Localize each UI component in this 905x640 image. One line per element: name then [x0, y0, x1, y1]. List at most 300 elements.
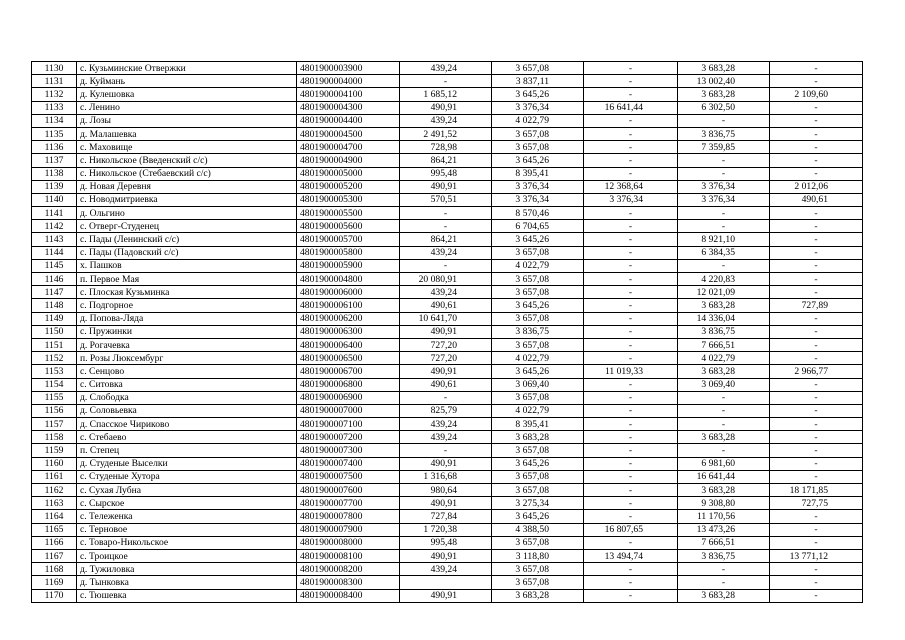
value-5-cell: -	[770, 75, 863, 88]
value-2-cell: 3 275,34	[492, 497, 584, 510]
value-5-cell: -	[770, 325, 863, 338]
settlement-name-cell: д. Ольгино	[77, 207, 297, 220]
oktmo-code-cell: 4801900004800	[297, 273, 400, 286]
value-3-cell: -	[584, 286, 678, 299]
value-5-cell: -	[770, 536, 863, 549]
oktmo-code-cell: 4801900006300	[297, 325, 400, 338]
value-5-cell: 18 171,85	[770, 484, 863, 497]
value-1-cell: 490,91	[400, 101, 492, 114]
settlement-name-cell: д. Лозы	[77, 114, 297, 127]
value-2-cell: 3 657,08	[492, 62, 584, 75]
value-5-cell: -	[770, 523, 863, 536]
row-number-cell: 1161	[32, 470, 77, 483]
value-2-cell: 3 657,08	[492, 127, 584, 140]
settlement-name-cell: х. Пашков	[77, 259, 297, 272]
value-5-cell: -	[770, 220, 863, 233]
settlement-name-cell: с. Сухая Лубна	[77, 484, 297, 497]
value-1-cell: 727,84	[400, 510, 492, 523]
row-number-cell: 1131	[32, 75, 77, 88]
value-5-cell: -	[770, 286, 863, 299]
row-number-cell: 1162	[32, 484, 77, 497]
value-3-cell: -	[584, 510, 678, 523]
value-2-cell: 4 022,79	[492, 114, 584, 127]
value-5-cell: -	[770, 352, 863, 365]
oktmo-code-cell: 4801900004700	[297, 141, 400, 154]
row-number-cell: 1135	[32, 127, 77, 140]
value-3-cell: 13 494,74	[584, 549, 678, 562]
value-2-cell: 8 570,46	[492, 207, 584, 220]
value-1-cell	[400, 576, 492, 589]
settlement-name-cell: д. Слободка	[77, 391, 297, 404]
oktmo-code-cell: 4801900007800	[297, 510, 400, 523]
value-1-cell: 727,20	[400, 338, 492, 351]
value-1-cell: 1 316,68	[400, 470, 492, 483]
value-3-cell: -	[584, 338, 678, 351]
settlement-name-cell: с. Пружинки	[77, 325, 297, 338]
value-4-cell: 7 666,51	[678, 338, 770, 351]
value-1-cell: 490,91	[400, 497, 492, 510]
table-row	[32, 523, 863, 536]
row-number-cell: 1151	[32, 338, 77, 351]
value-5-cell: -	[770, 246, 863, 259]
value-2-cell: 3 657,08	[492, 576, 584, 589]
value-3-cell: -	[584, 352, 678, 365]
table-row	[32, 259, 863, 272]
table-row	[32, 154, 863, 167]
settlement-name-cell: п. Первое Мая	[77, 273, 297, 286]
value-1-cell: 439,24	[400, 114, 492, 127]
value-1-cell: -	[400, 444, 492, 457]
row-number-cell: 1147	[32, 286, 77, 299]
table-row	[32, 312, 863, 325]
oktmo-code-cell: 4801900008300	[297, 576, 400, 589]
value-5-cell: -	[770, 563, 863, 576]
settlement-name-cell: д. Попова-Ляда	[77, 312, 297, 325]
value-1-cell: 20 080,91	[400, 273, 492, 286]
value-1-cell: 728,98	[400, 141, 492, 154]
value-3-cell: -	[584, 457, 678, 470]
value-4-cell: 3 376,34	[678, 193, 770, 206]
value-5-cell: -	[770, 404, 863, 417]
settlement-name-cell: с. Пады (Падовский с/с)	[77, 246, 297, 259]
row-number-cell: 1143	[32, 233, 77, 246]
settlement-name-cell: с. Новодмитриевка	[77, 193, 297, 206]
value-2-cell: 6 704,65	[492, 220, 584, 233]
value-4-cell: 4 220,83	[678, 273, 770, 286]
value-2-cell: 3 645,26	[492, 365, 584, 378]
value-4-cell: -	[678, 207, 770, 220]
value-2-cell: 3 069,40	[492, 378, 584, 391]
table-row	[32, 536, 863, 549]
value-2-cell: 4 022,79	[492, 259, 584, 272]
value-2-cell: 3 837,11	[492, 75, 584, 88]
value-3-cell: -	[584, 563, 678, 576]
settlement-name-cell: с. Ленино	[77, 101, 297, 114]
table-row	[32, 286, 863, 299]
oktmo-code-cell: 4801900007300	[297, 444, 400, 457]
row-number-cell: 1144	[32, 246, 77, 259]
value-1-cell: -	[400, 220, 492, 233]
value-4-cell: -	[678, 114, 770, 127]
value-1-cell: 439,24	[400, 246, 492, 259]
table-row	[32, 563, 863, 576]
value-2-cell: 3 376,34	[492, 193, 584, 206]
table-body	[32, 62, 863, 603]
value-4-cell: -	[678, 404, 770, 417]
table-row	[32, 233, 863, 246]
value-5-cell: -	[770, 589, 863, 602]
value-4-cell: -	[678, 418, 770, 431]
value-5-cell: -	[770, 378, 863, 391]
value-5-cell: -	[770, 141, 863, 154]
row-number-cell: 1138	[32, 167, 77, 180]
settlement-name-cell: с. Студеные Хутора	[77, 470, 297, 483]
value-2-cell: 3 657,08	[492, 338, 584, 351]
table-row	[32, 180, 863, 193]
value-4-cell: 3 683,28	[678, 484, 770, 497]
settlement-name-cell: д. Спасское Чириково	[77, 418, 297, 431]
row-number-cell: 1164	[32, 510, 77, 523]
oktmo-code-cell: 4801900007500	[297, 470, 400, 483]
oktmo-code-cell: 4801900007400	[297, 457, 400, 470]
oktmo-code-cell: 4801900004400	[297, 114, 400, 127]
value-3-cell: -	[584, 312, 678, 325]
oktmo-code-cell: 4801900003900	[297, 62, 400, 75]
value-1-cell: 439,24	[400, 286, 492, 299]
oktmo-code-cell: 4801900005500	[297, 207, 400, 220]
value-3-cell: -	[584, 391, 678, 404]
value-3-cell: -	[584, 114, 678, 127]
value-5-cell: -	[770, 259, 863, 272]
row-number-cell: 1163	[32, 497, 77, 510]
value-5-cell: -	[770, 510, 863, 523]
settlement-name-cell: с. Тележенка	[77, 510, 297, 523]
value-1-cell: 490,61	[400, 299, 492, 312]
value-3-cell: -	[584, 141, 678, 154]
row-number-cell: 1166	[32, 536, 77, 549]
value-5-cell: 727,75	[770, 497, 863, 510]
value-3-cell: 16 807,65	[584, 523, 678, 536]
table-row	[32, 207, 863, 220]
table-row	[32, 365, 863, 378]
row-number-cell: 1168	[32, 563, 77, 576]
value-3-cell: -	[584, 167, 678, 180]
value-3-cell: -	[584, 273, 678, 286]
row-number-cell: 1155	[32, 391, 77, 404]
value-3-cell: -	[584, 127, 678, 140]
row-number-cell: 1134	[32, 114, 77, 127]
row-number-cell: 1152	[32, 352, 77, 365]
table-row	[32, 299, 863, 312]
oktmo-code-cell: 4801900008100	[297, 549, 400, 562]
value-4-cell: 3 069,40	[678, 378, 770, 391]
oktmo-code-cell: 4801900008000	[297, 536, 400, 549]
value-1-cell: 1 685,12	[400, 88, 492, 101]
settlement-name-cell: с. Троицкое	[77, 549, 297, 562]
value-1-cell: 439,24	[400, 62, 492, 75]
value-3-cell: 11 019,33	[584, 365, 678, 378]
oktmo-code-cell: 4801900007100	[297, 418, 400, 431]
value-2-cell: 3 645,26	[492, 88, 584, 101]
value-2-cell: 3 645,26	[492, 233, 584, 246]
row-number-cell: 1169	[32, 576, 77, 589]
settlement-name-cell: д. Соловьевка	[77, 404, 297, 417]
value-4-cell: 4 022,79	[678, 352, 770, 365]
table-row	[32, 431, 863, 444]
value-4-cell: 6 302,50	[678, 101, 770, 114]
value-4-cell: 7 359,85	[678, 141, 770, 154]
value-1-cell: 2 491,52	[400, 127, 492, 140]
row-number-cell: 1160	[32, 457, 77, 470]
oktmo-code-cell: 4801900004900	[297, 154, 400, 167]
table-row	[32, 62, 863, 75]
value-5-cell: -	[770, 154, 863, 167]
value-5-cell: -	[770, 338, 863, 351]
value-1-cell: 995,48	[400, 167, 492, 180]
value-2-cell: 3 376,34	[492, 101, 584, 114]
row-number-cell: 1146	[32, 273, 77, 286]
oktmo-code-cell: 4801900005200	[297, 180, 400, 193]
value-2-cell: 3 657,08	[492, 536, 584, 549]
row-number-cell: 1142	[32, 220, 77, 233]
value-3-cell: -	[584, 220, 678, 233]
value-5-cell: -	[770, 470, 863, 483]
value-1-cell: 490,61	[400, 378, 492, 391]
value-5-cell: -	[770, 114, 863, 127]
table-row	[32, 273, 863, 286]
row-number-cell: 1167	[32, 549, 77, 562]
settlement-name-cell: с. Отверг-Студенец	[77, 220, 297, 233]
value-3-cell: 16 641,44	[584, 101, 678, 114]
value-2-cell: 3 376,34	[492, 180, 584, 193]
value-3-cell: -	[584, 589, 678, 602]
row-number-cell: 1141	[32, 207, 77, 220]
value-2-cell: 4 388,50	[492, 523, 584, 536]
value-4-cell: 7 666,51	[678, 536, 770, 549]
table-row	[32, 114, 863, 127]
value-1-cell: 727,20	[400, 352, 492, 365]
value-2-cell: 3 645,26	[492, 457, 584, 470]
value-4-cell: 3 683,28	[678, 365, 770, 378]
table-row	[32, 484, 863, 497]
value-4-cell: 12 021,09	[678, 286, 770, 299]
settlement-name-cell: с. Тюшевка	[77, 589, 297, 602]
row-number-cell: 1158	[32, 431, 77, 444]
table-row	[32, 510, 863, 523]
settlements-table	[31, 61, 863, 603]
settlement-name-cell: п. Розы Люксембург	[77, 352, 297, 365]
value-2-cell: 3 657,08	[492, 470, 584, 483]
value-3-cell: -	[584, 233, 678, 246]
value-5-cell: 13 771,12	[770, 549, 863, 562]
table-row	[32, 391, 863, 404]
oktmo-code-cell: 4801900005300	[297, 193, 400, 206]
value-1-cell: 490,91	[400, 457, 492, 470]
settlement-name-cell: с. Ситовка	[77, 378, 297, 391]
value-2-cell: 4 022,79	[492, 404, 584, 417]
table-row	[32, 576, 863, 589]
value-4-cell: -	[678, 220, 770, 233]
table-row	[32, 246, 863, 259]
settlement-name-cell: с. Плоская Кузьминка	[77, 286, 297, 299]
value-5-cell: -	[770, 576, 863, 589]
value-1-cell: -	[400, 75, 492, 88]
oktmo-code-cell: 4801900004300	[297, 101, 400, 114]
table-row	[32, 497, 863, 510]
oktmo-code-cell: 4801900006500	[297, 352, 400, 365]
value-4-cell: 3 683,28	[678, 88, 770, 101]
value-5-cell: -	[770, 431, 863, 444]
value-5-cell: 2 012,06	[770, 180, 863, 193]
value-4-cell: -	[678, 391, 770, 404]
value-5-cell: -	[770, 62, 863, 75]
oktmo-code-cell: 4801900007600	[297, 484, 400, 497]
table-row	[32, 325, 863, 338]
value-1-cell: 490,91	[400, 589, 492, 602]
value-2-cell: 3 657,08	[492, 286, 584, 299]
oktmo-code-cell: 4801900006900	[297, 391, 400, 404]
oktmo-code-cell: 4801900005900	[297, 259, 400, 272]
value-5-cell: -	[770, 391, 863, 404]
row-number-cell: 1154	[32, 378, 77, 391]
value-4-cell: 3 836,75	[678, 127, 770, 140]
value-5-cell: 2 966,77	[770, 365, 863, 378]
settlement-name-cell: д. Кулешовка	[77, 88, 297, 101]
value-5-cell: -	[770, 273, 863, 286]
value-1-cell: 439,24	[400, 431, 492, 444]
table-row	[32, 378, 863, 391]
row-number-cell: 1130	[32, 62, 77, 75]
value-3-cell: 12 368,64	[584, 180, 678, 193]
oktmo-code-cell: 4801900004500	[297, 127, 400, 140]
table-row	[32, 404, 863, 417]
value-4-cell: -	[678, 154, 770, 167]
value-3-cell: -	[584, 497, 678, 510]
settlement-name-cell: с. Пады (Ленинский с/с)	[77, 233, 297, 246]
row-number-cell: 1145	[32, 259, 77, 272]
value-2-cell: 3 683,28	[492, 589, 584, 602]
value-1-cell: 980,64	[400, 484, 492, 497]
value-4-cell: 3 376,34	[678, 180, 770, 193]
settlement-name-cell: с. Товаро-Никольское	[77, 536, 297, 549]
oktmo-code-cell: 4801900007900	[297, 523, 400, 536]
row-number-cell: 1153	[32, 365, 77, 378]
value-3-cell: -	[584, 418, 678, 431]
value-1-cell: -	[400, 259, 492, 272]
value-2-cell: 3 657,08	[492, 444, 584, 457]
settlement-name-cell: д. Новая Деревня	[77, 180, 297, 193]
value-2-cell: 3 657,08	[492, 312, 584, 325]
value-1-cell: 570,51	[400, 193, 492, 206]
value-4-cell: 6 384,35	[678, 246, 770, 259]
settlement-name-cell: д. Тынковка	[77, 576, 297, 589]
value-4-cell: 8 921,10	[678, 233, 770, 246]
row-number-cell: 1159	[32, 444, 77, 457]
settlement-name-cell: д. Малашевка	[77, 127, 297, 140]
value-3-cell: -	[584, 75, 678, 88]
value-5-cell: -	[770, 444, 863, 457]
row-number-cell: 1132	[32, 88, 77, 101]
oktmo-code-cell: 4801900005800	[297, 246, 400, 259]
table-row	[32, 193, 863, 206]
value-2-cell: 3 836,75	[492, 325, 584, 338]
row-number-cell: 1133	[32, 101, 77, 114]
value-1-cell: 490,91	[400, 549, 492, 562]
table-row	[32, 418, 863, 431]
row-number-cell: 1136	[32, 141, 77, 154]
table-row	[32, 549, 863, 562]
value-5-cell: -	[770, 457, 863, 470]
value-4-cell: 3 683,28	[678, 299, 770, 312]
settlement-name-cell: с. Сенцово	[77, 365, 297, 378]
value-4-cell: 13 002,40	[678, 75, 770, 88]
table-row	[32, 338, 863, 351]
table-row	[32, 88, 863, 101]
table-row	[32, 470, 863, 483]
table-row	[32, 167, 863, 180]
table-row	[32, 220, 863, 233]
table-row	[32, 457, 863, 470]
value-2-cell: 3 657,08	[492, 484, 584, 497]
value-3-cell: -	[584, 259, 678, 272]
value-3-cell: -	[584, 378, 678, 391]
value-4-cell: -	[678, 444, 770, 457]
row-number-cell: 1157	[32, 418, 77, 431]
value-4-cell: -	[678, 259, 770, 272]
settlement-name-cell: с. Никольское (Введенский с/с)	[77, 154, 297, 167]
row-number-cell: 1139	[32, 180, 77, 193]
value-2-cell: 8 395,41	[492, 167, 584, 180]
row-number-cell: 1150	[32, 325, 77, 338]
oktmo-code-cell: 4801900006700	[297, 365, 400, 378]
value-5-cell: 727,89	[770, 299, 863, 312]
value-1-cell: 490,91	[400, 325, 492, 338]
oktmo-code-cell: 4801900008200	[297, 563, 400, 576]
value-3-cell: -	[584, 207, 678, 220]
value-4-cell: 9 308,80	[678, 497, 770, 510]
value-3-cell: -	[584, 88, 678, 101]
settlement-name-cell: д. Студеные Выселки	[77, 457, 297, 470]
settlement-name-cell: д. Тужиловка	[77, 563, 297, 576]
value-4-cell: 3 683,28	[678, 589, 770, 602]
value-4-cell: 3 836,75	[678, 325, 770, 338]
value-3-cell: -	[584, 444, 678, 457]
settlement-name-cell: с. Никольское (Стебаевский с/с)	[77, 167, 297, 180]
value-4-cell: -	[678, 167, 770, 180]
value-2-cell: 3 645,26	[492, 299, 584, 312]
value-1-cell: -	[400, 207, 492, 220]
value-5-cell: -	[770, 167, 863, 180]
value-2-cell: 3 657,08	[492, 246, 584, 259]
oktmo-code-cell: 4801900007000	[297, 404, 400, 417]
row-number-cell: 1170	[32, 589, 77, 602]
table-row	[32, 352, 863, 365]
table-row	[32, 101, 863, 114]
oktmo-code-cell: 4801900004100	[297, 88, 400, 101]
row-number-cell: 1165	[32, 523, 77, 536]
value-3-cell: -	[584, 536, 678, 549]
settlement-name-cell: с. Маховище	[77, 141, 297, 154]
table-row	[32, 127, 863, 140]
value-4-cell: 3 683,28	[678, 62, 770, 75]
value-3-cell: -	[584, 62, 678, 75]
settlement-name-cell: с. Кузьминские Отвержки	[77, 62, 297, 75]
value-2-cell: 3 645,26	[492, 154, 584, 167]
settlement-name-cell: д. Куймань	[77, 75, 297, 88]
value-1-cell: -	[400, 391, 492, 404]
value-2-cell: 4 022,79	[492, 352, 584, 365]
value-3-cell: -	[584, 154, 678, 167]
